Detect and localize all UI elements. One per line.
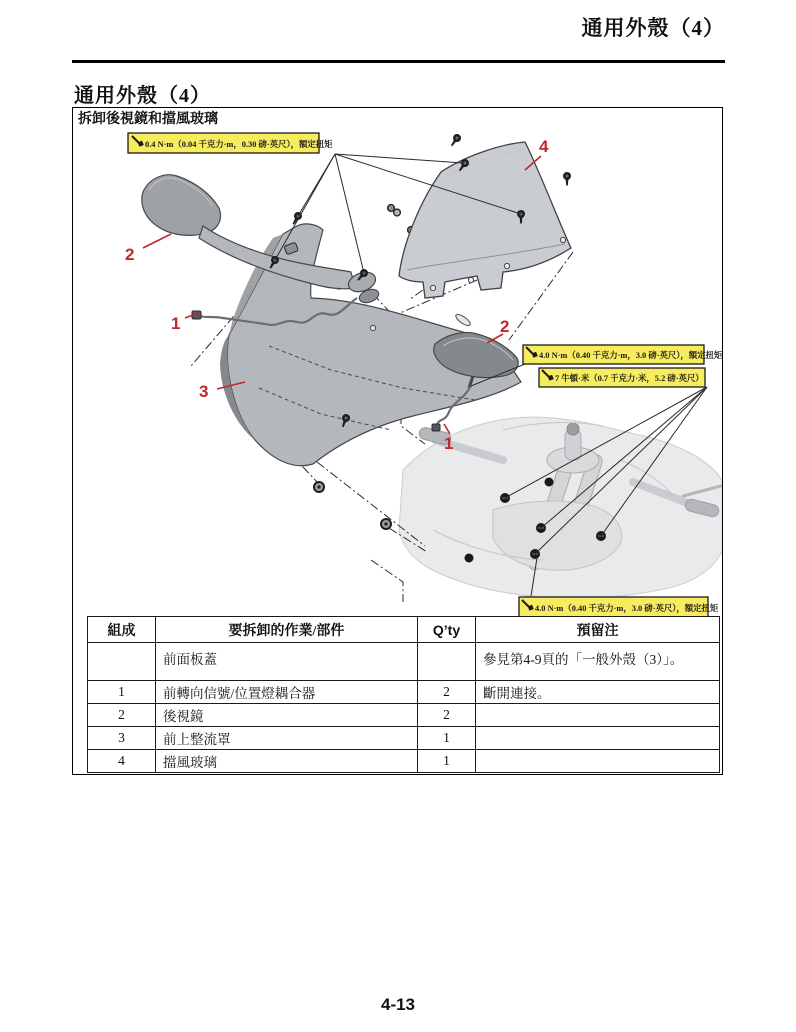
cell-qty [418, 643, 476, 681]
cell-job: 前轉向信號/位置燈耦合器 [156, 681, 418, 704]
callout-2-left: 2 [125, 245, 135, 264]
callout-2-right: 2 [500, 317, 510, 336]
figure-panel [72, 107, 723, 775]
cell-job: 前面板蓋 [156, 643, 418, 681]
header-rule [72, 60, 725, 63]
table-row [88, 727, 720, 750]
cell-order: 3 [88, 727, 156, 750]
cell-order: 2 [88, 704, 156, 727]
exploded-diagram [73, 130, 722, 632]
removal-table [87, 616, 720, 773]
cell-remarks [476, 704, 720, 727]
col-header-order: 組成 [88, 617, 156, 643]
cell-order: 1 [88, 681, 156, 704]
cell-remarks: 斷開連接。 [476, 681, 720, 704]
cell-job: 後視鏡 [156, 704, 418, 727]
callout-4: 4 [539, 137, 549, 156]
table-row [88, 681, 720, 704]
torque-note-text: 4.0 N·m（0.40 千克力·m，3.0 磅·英尺），額定扭矩 [539, 351, 722, 360]
torque-note-4 [519, 597, 719, 617]
table-row [88, 704, 720, 727]
col-header-job: 要拆卸的作業/部件 [156, 617, 418, 643]
table-row [88, 643, 720, 681]
cell-remarks [476, 727, 720, 750]
cell-qty: 2 [418, 681, 476, 704]
windshield-part [399, 142, 571, 298]
callout-1-left: 1 [171, 314, 181, 333]
table-header-row [88, 617, 720, 643]
page-title: 通用外殼（4） [74, 85, 211, 107]
table-row [88, 750, 720, 773]
torque-note-text: 7 牛頓·米（0.7 千克力·米，5.2 磅·英尺） [555, 374, 704, 383]
cell-job: 前上整流罩 [156, 727, 418, 750]
running-header-title: 通用外殼（4） [581, 16, 725, 40]
cell-qty: 1 [418, 750, 476, 773]
torque-note-text: 4.0 N·m（0.40 千克力·m，3.0 磅·英尺），額定扭矩 [535, 604, 719, 613]
torque-note-1 [128, 133, 333, 153]
torque-note-3 [539, 368, 705, 387]
col-header-remarks: 預留注 [476, 617, 720, 643]
col-header-qty: Q’ty [418, 617, 476, 643]
callout-1-right: 1 [444, 434, 454, 453]
cell-order: 4 [88, 750, 156, 773]
cell-qty: 1 [418, 727, 476, 750]
torque-note-text: 0.4 N·m（0.04 千克力·m，0.30 磅·英尺），額定扭矩 [145, 140, 333, 149]
cell-job: 擋風玻璃 [156, 750, 418, 773]
footer-page-number: 4-13 [380, 995, 416, 1014]
cell-remarks: 參見第4-9頁的「一般外殼（3）」。 [476, 643, 720, 681]
cell-qty: 2 [418, 704, 476, 727]
cell-order [88, 643, 156, 681]
cell-remarks [476, 750, 720, 773]
figure-subtitle: 拆卸後視鏡和擋風玻璃 [78, 112, 218, 127]
callout-3: 3 [199, 382, 209, 401]
torque-note-2 [523, 345, 722, 364]
